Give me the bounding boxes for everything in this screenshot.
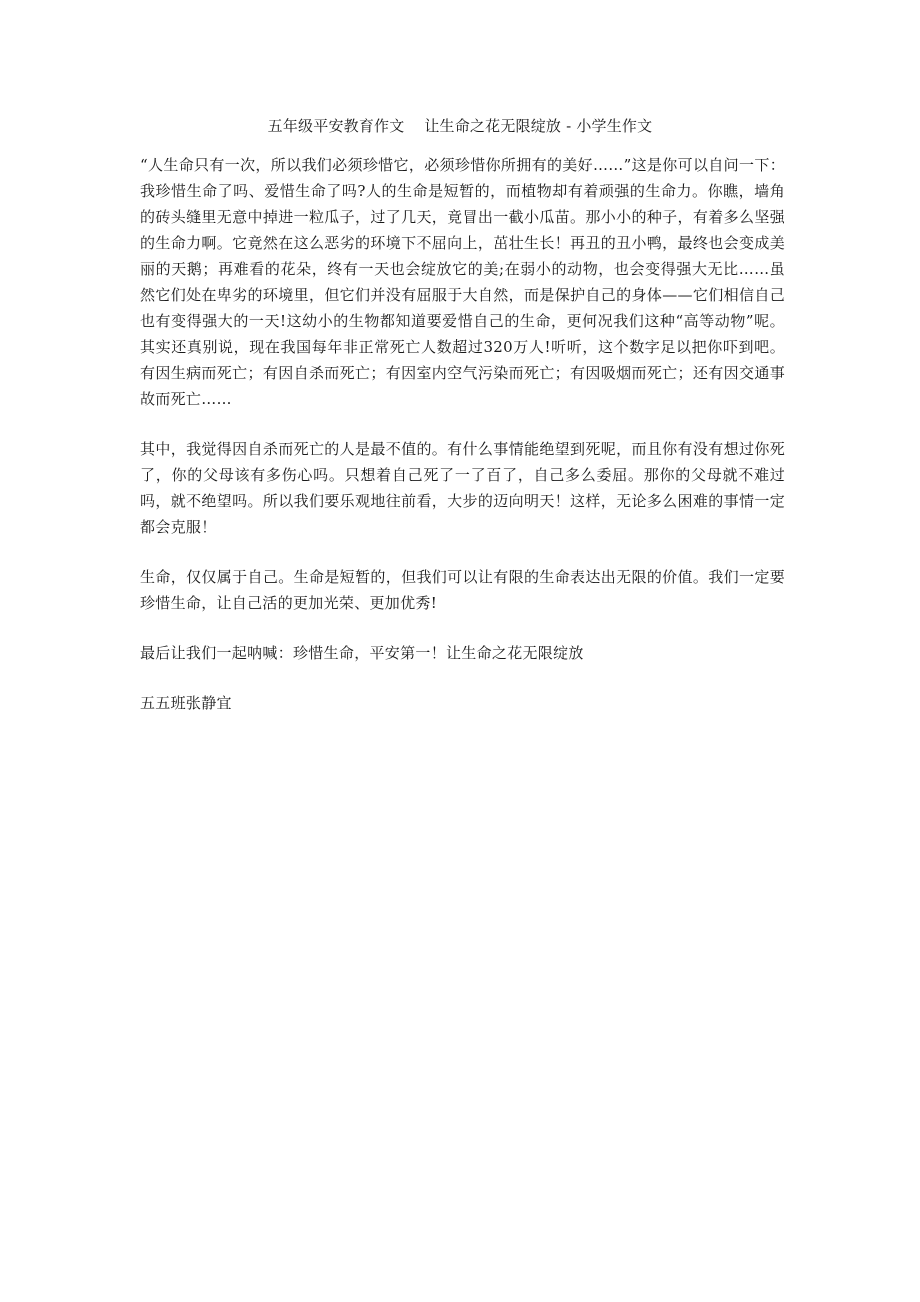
document-body — [140, 152, 785, 740]
paragraph-suicide: 其中，我觉得因自杀而死亡的人是最不值的。有什么事情能绝望到死呢，而且你有没有想过你死了，你的父母该有多伤心吗。只想着自己死了一了百了，自己多么委屈。那你的父母就不难过吗，就不绝望吗。所以我们要乐观地往前看，大步的迈向明天！这样，无论多么困难的事情一定都会克服！ — [140, 440, 785, 536]
paragraph-intro: “人生命只有一次，所以我们必须珍惜它，必须珍惜你所拥有的美好……”这是你可以自问一下：我珍惜生命了吗、爱惜生命了吗?人的生命是短暂的，而植物却有着顽强的生命力。你瞧，墙角的砖头缝里无意中掉进一粒瓜子，过了几天，竟冒出一截小瓜苗。那小小的种子，有着多么坚强的生命力啊。它竟然在这么恶劣的环境下不屈向上，茁壮生长！再丑的丑小鸭，最终也会变成美丽的天鹅；再难看的花朵，终有一天也会绽放它的美;在弱小的动物，也会变得强大无比……虽然它们处在卑劣的环境里，但它们并没有屈服于大自然，而是保护自己的身体——它们相信自己也有变得强大的一天!这幼小的生物都知道要爱惜自己的生命，更何况我们这种“高等动物”呢。其实还真别说，现在我国每年非正常死亡人数超过320万人!听听，这个数字足以把你吓到吧。有因生病而死亡；有因自杀而死亡；有因室内空气污染而死亡；有因吸烟而死亡；还有因交通事故而死亡…… — [140, 156, 785, 408]
paragraph-closing-call: 最后让我们一起呐喊：珍惜生命，平安第一！让生命之花无限绽放 — [140, 644, 584, 662]
document-title: 五年级平安教育作文 让生命之花无限绽放 - 小学生作文 — [267, 117, 653, 135]
paragraph-value-of-life: 生命，仅仅属于自己。生命是短暂的，但我们可以让有限的生命表达出无限的价值。我们一定要珍惜生命，让自己活的更加光荣、更加优秀! — [140, 568, 785, 612]
author-signature: 五五班张静宜 — [140, 694, 232, 712]
